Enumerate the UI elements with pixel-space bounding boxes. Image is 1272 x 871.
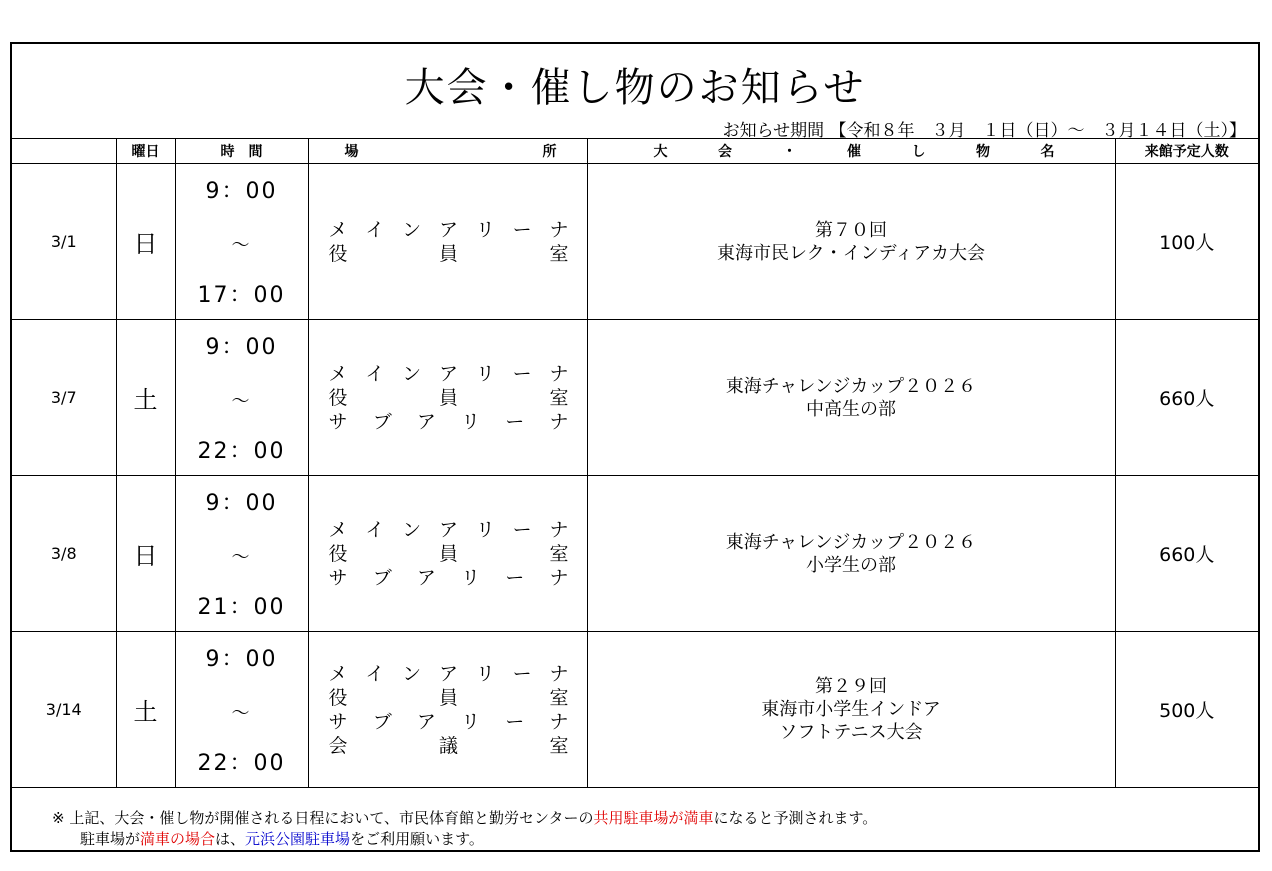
place-char: サ: [328, 566, 348, 589]
place-char: ー: [505, 710, 525, 733]
place-line: [329, 518, 569, 542]
note-line-1: [52, 808, 877, 829]
note-highlight-blue: 元浜公園駐車場: [245, 830, 351, 848]
header-event-char: ・: [782, 144, 797, 160]
place-char: ブ: [372, 410, 392, 433]
place-line: [329, 662, 569, 686]
place-char: ー: [512, 218, 532, 241]
event-name-line: 第７０回: [815, 219, 887, 241]
place-char: 役: [328, 386, 348, 409]
table-header-row: [12, 139, 1258, 164]
event-time-separator: ～: [231, 547, 252, 568]
notes: [52, 808, 877, 850]
place-char: 室: [549, 386, 569, 409]
event-name-line: 中高生の部: [806, 398, 896, 420]
header-time: 時 間: [175, 139, 308, 164]
place-char: リ: [475, 362, 495, 385]
place-char: 員: [438, 242, 458, 265]
place-char: 役: [328, 686, 348, 709]
place-char: ン: [402, 518, 422, 541]
place-char: ナ: [549, 410, 569, 433]
place-char: ン: [402, 218, 422, 241]
header-event-char: 会: [718, 144, 732, 160]
event-name: [587, 476, 1115, 632]
event-expected-visitors: 500人: [1115, 632, 1258, 788]
place-char: 員: [438, 386, 458, 409]
place-char: ー: [512, 362, 532, 385]
place-char: ン: [402, 362, 422, 385]
place-char: 議: [438, 734, 458, 757]
event-name-line: 東海市民レク・インディアカ大会: [716, 242, 986, 264]
event-end-time: 22：00: [197, 751, 286, 776]
place-char: リ: [461, 710, 481, 733]
event-day-of-week: 土: [116, 320, 175, 476]
place-char: 役: [328, 542, 348, 565]
event-time: [175, 632, 308, 788]
place-char: 室: [549, 686, 569, 709]
place-char: リ: [475, 662, 495, 685]
event-name: [587, 164, 1115, 320]
note-line-2: [52, 829, 877, 850]
event-name: [587, 320, 1115, 476]
event-end-time: 17：00: [197, 283, 286, 308]
header-place-char: 所: [542, 144, 557, 160]
event-time: [175, 476, 308, 632]
place-char: ア: [416, 566, 436, 589]
place-char: ア: [438, 662, 458, 685]
place-char: 員: [438, 686, 458, 709]
place-char: ナ: [549, 710, 569, 733]
place-char: ナ: [549, 518, 569, 541]
event-row: [12, 164, 1258, 320]
event-name-line: 第２９回: [815, 676, 887, 697]
event-place: [308, 476, 587, 632]
place-char: ア: [416, 410, 436, 433]
event-row: [12, 320, 1258, 476]
header-count: 来館予定人数: [1115, 139, 1258, 164]
place-char: メ: [328, 218, 348, 241]
header-dow: 曜日: [116, 139, 175, 164]
header-event-char: し: [911, 144, 926, 160]
event-time: [175, 164, 308, 320]
header-event-char: 名: [1040, 144, 1055, 160]
place-char: サ: [328, 710, 348, 733]
place-char: ナ: [549, 662, 569, 685]
header-date: [12, 139, 116, 164]
place-line: [329, 218, 569, 242]
event-name-line: 東海チャレンジカップ２０２６: [725, 531, 977, 553]
event-row: [12, 632, 1258, 788]
event-place: [308, 164, 587, 320]
place-char: ー: [512, 662, 532, 685]
event-time-separator: ～: [231, 391, 252, 412]
event-name-line: 小学生の部: [806, 554, 896, 576]
place-char: ア: [438, 518, 458, 541]
notice-frame: [10, 42, 1260, 852]
event-time-separator: ～: [231, 703, 252, 724]
note-text: は、: [215, 830, 246, 848]
header-event-char: 催: [847, 144, 861, 160]
note-text: 駐車場が: [80, 830, 141, 848]
note-highlight-red: 満車の場合: [140, 830, 216, 848]
place-line: [329, 386, 569, 410]
header-place-char: 場: [344, 144, 359, 160]
event-expected-visitors: 660人: [1115, 476, 1258, 632]
place-char: 室: [549, 242, 569, 265]
place-line: [329, 734, 569, 758]
event-name-line: 東海チャレンジカップ２０２６: [725, 375, 977, 397]
header-event-char: 大: [653, 144, 668, 160]
event-date: 3/8: [12, 476, 116, 632]
place-char: ー: [505, 566, 525, 589]
place-line: [329, 242, 569, 266]
event-end-time: 21：00: [197, 595, 286, 620]
place-char: サ: [328, 410, 348, 433]
place-char: イ: [365, 662, 385, 685]
place-char: リ: [475, 518, 495, 541]
place-char: ナ: [549, 218, 569, 241]
event-table: [12, 138, 1258, 788]
place-char: 会: [328, 734, 348, 757]
place-line: [329, 566, 569, 590]
event-name: [587, 632, 1115, 788]
event-name-line: ソフトテニス大会: [779, 722, 923, 743]
note-text: ※ 上記、大会・催し物が開催される日程において、市民体育館と勤労センターの: [52, 809, 594, 827]
note-highlight-red: 共用駐車場が満車: [593, 809, 714, 827]
place-char: イ: [365, 362, 385, 385]
place-char: リ: [461, 566, 481, 589]
event-place: [308, 632, 587, 788]
event-expected-visitors: 660人: [1115, 320, 1258, 476]
notice-period: お知らせ期間 【令和８年 ３月 １日（日）～ ３月１４日（土）】: [722, 121, 1246, 141]
place-char: ブ: [372, 710, 392, 733]
event-date: 3/14: [12, 632, 116, 788]
place-char: ア: [438, 362, 458, 385]
place-char: 室: [549, 542, 569, 565]
place-char: 役: [328, 242, 348, 265]
place-char: 室: [549, 734, 569, 757]
place-char: ア: [438, 218, 458, 241]
place-char: リ: [475, 218, 495, 241]
place-char: ナ: [549, 566, 569, 589]
place-line: [329, 362, 569, 386]
place-char: メ: [328, 362, 348, 385]
header-place: [308, 139, 587, 164]
event-date: 3/7: [12, 320, 116, 476]
event-start-time: 9：00: [205, 647, 278, 672]
header-event: [587, 139, 1115, 164]
event-date: 3/1: [12, 164, 116, 320]
place-char: イ: [365, 518, 385, 541]
place-char: ナ: [549, 362, 569, 385]
place-char: ブ: [372, 566, 392, 589]
event-expected-visitors: 100人: [1115, 164, 1258, 320]
place-char: ー: [505, 410, 525, 433]
event-day-of-week: 日: [116, 476, 175, 632]
event-end-time: 22：00: [197, 439, 286, 464]
event-row: [12, 476, 1258, 632]
note-text: になると予測されます。: [713, 809, 878, 827]
note-text: をご利用願います。: [350, 830, 484, 848]
place-char: ン: [402, 662, 422, 685]
place-char: ア: [416, 710, 436, 733]
place-char: ー: [512, 518, 532, 541]
header-event-char: 物: [976, 144, 990, 160]
event-day-of-week: 土: [116, 632, 175, 788]
event-time: [175, 320, 308, 476]
event-start-time: 9：00: [205, 335, 278, 360]
event-day-of-week: 日: [116, 164, 175, 320]
place-char: メ: [328, 518, 348, 541]
event-place: [308, 320, 587, 476]
event-start-time: 9：00: [205, 179, 278, 204]
place-char: メ: [328, 662, 348, 685]
place-char: イ: [365, 218, 385, 241]
place-line: [329, 686, 569, 710]
page-title: 大会・催し物のお知らせ: [404, 65, 866, 111]
place-line: [329, 410, 569, 434]
place-line: [329, 710, 569, 734]
event-name-line: 東海市小学生インドア: [761, 699, 941, 720]
event-time-separator: ～: [231, 235, 252, 256]
place-char: リ: [461, 410, 481, 433]
place-char: 員: [438, 542, 458, 565]
place-line: [329, 542, 569, 566]
event-start-time: 9：00: [205, 491, 278, 516]
